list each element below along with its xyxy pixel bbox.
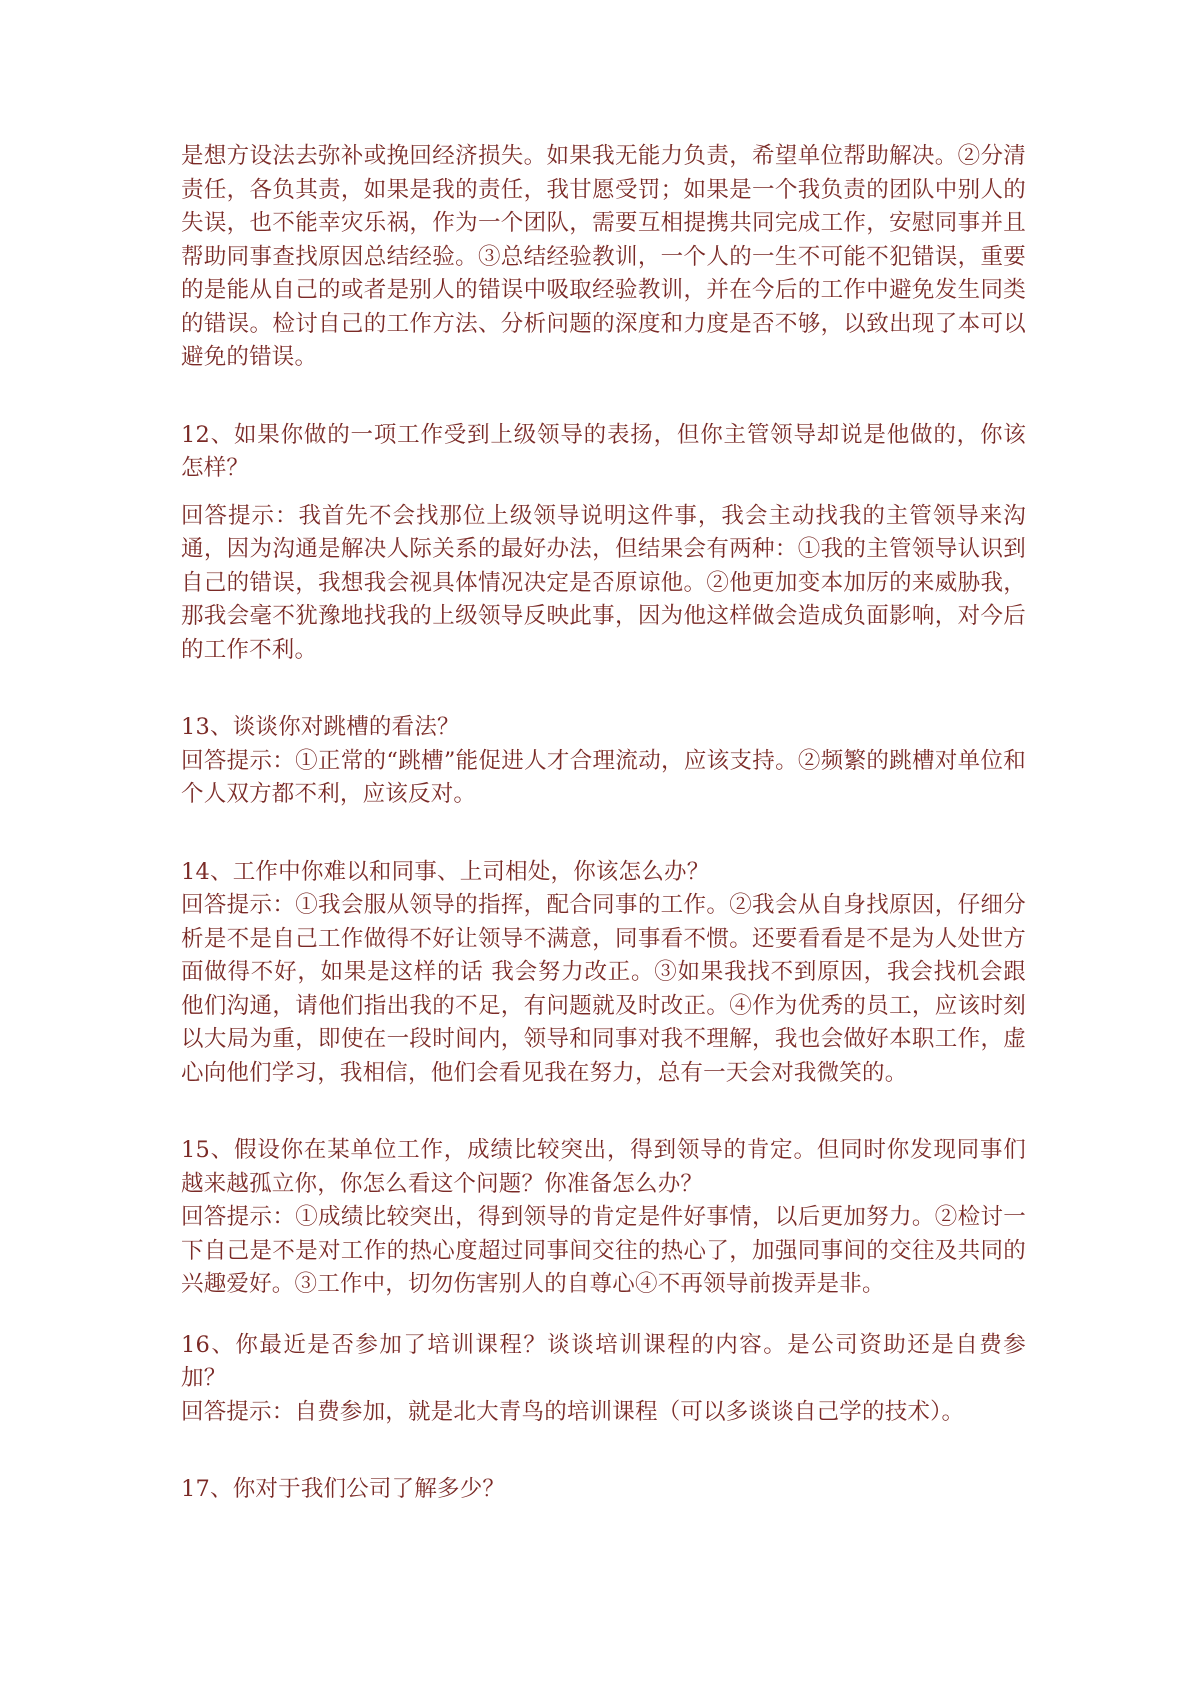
question-14: 14、工作中你难以和同事、上司相处，你该怎么办？ (181, 858, 710, 885)
question-15: 15、假设你在某单位工作，成绩比较突出，得到领导的肯定。但同时你发现同事们越来越孤立你，你怎么看这个问题？你准备怎么办？ (181, 1137, 1026, 1197)
qa-gap (181, 486, 1026, 500)
qa-item-12 (181, 419, 1026, 668)
answer-14: 回答提示：①我会服从领导的指挥，配合同事的工作。②我会从自身找原因，仔细分析是不是自己工作做得不好让领导不满意，同事看不惯。还要看看是不是为人处世方面做得不好，如果是这样的话 我会努力改正。③如果我找不到原因，我会找机会跟他们沟通，请他们指出我的不足，有问题就及时改正。④作为优秀的员工，应该时刻以大局为重，即使在一段时间内，领导和同事对我不理解，我也会做好本职工作，虚心向他们学习，我相信，他们会看见我在努力，总有一天会对我微笑的。 (181, 892, 1026, 1086)
qa-item-17 (181, 1473, 1026, 1507)
question-12: 12、如果你做的一项工作受到上级领导的表扬，但你主管领导却说是他做的，你该怎样？ (181, 421, 1026, 481)
section-gap (181, 1090, 1026, 1134)
qa-item-16 (181, 1329, 1026, 1430)
qa-item-13 (181, 711, 1026, 812)
answer-15: 回答提示：①成绩比较突出，得到领导的肯定是件好事情，以后更加努力。②检讨一下自己是不是对工作的热心度超过同事间交往的热心了，加强同事间的交往及共同的兴趣爱好。③工作中，切勿伤害别人的自尊心④不再领导前拨弄是非。 (181, 1204, 1026, 1297)
qa-item-14 (181, 856, 1026, 1091)
qa-item-15 (181, 1134, 1026, 1302)
question-13: 13、谈谈你对跳槽的看法？ (181, 714, 460, 740)
question-16: 16、你最近是否参加了培训课程？谈谈培训课程的内容。是公司资助还是自费参加？ (181, 1331, 1026, 1391)
document-body (181, 140, 1026, 1507)
intro-paragraph: 是想方设法去弥补或挽回经济损失。如果我无能力负责，希望单位帮助解决。②分清责任，各负其责，如果是我的责任，我甘愿受罚；如果是一个我负责的团队中别人的失误，也不能幸灾乐祸，作为一个团队，需要互相提携共同完成工作，安慰同事并且帮助同事查找原因总结经验。③总结经验教训，一个人的一生不可能不犯错误，重要的是能从自己的或者是别人的错误中吸取经验教训，并在今后的工作中避免发生同类的错误。检讨自己的工作方法、分析问题的深度和力度是否不够，以致出现了本可以避免的错误。 (181, 143, 1026, 370)
answer-13: 回答提示：①正常的“跳槽”能促进人才合理流动，应该支持。②频繁的跳槽对单位和个人双方都不利，应该反对。 (181, 747, 1026, 807)
section-gap (181, 1429, 1026, 1473)
answer-12: 回答提示：我首先不会找那位上级领导说明这件事，我会主动找我的主管领导来沟通，因为沟通是解决人际关系的最好办法，但结果会有两种：①我的主管领导认识到自己的错误，我想我会视具体情况决定是否原谅他。②他更加变本加厉的来威胁我，那我会毫不犹豫地找我的上级领导反映此事，因为他这样做会造成负面影响，对今后的工作不利。 (181, 502, 1026, 663)
section-gap (181, 1302, 1026, 1329)
section-gap (181, 812, 1026, 856)
answer-16: 回答提示：自费参加，就是北大青鸟的培训课程（可以多谈谈自己学的技术）。 (181, 1398, 965, 1425)
section-gap (181, 375, 1026, 419)
question-17: 17、你对于我们公司了解多少？ (181, 1476, 506, 1502)
section-gap (181, 667, 1026, 711)
